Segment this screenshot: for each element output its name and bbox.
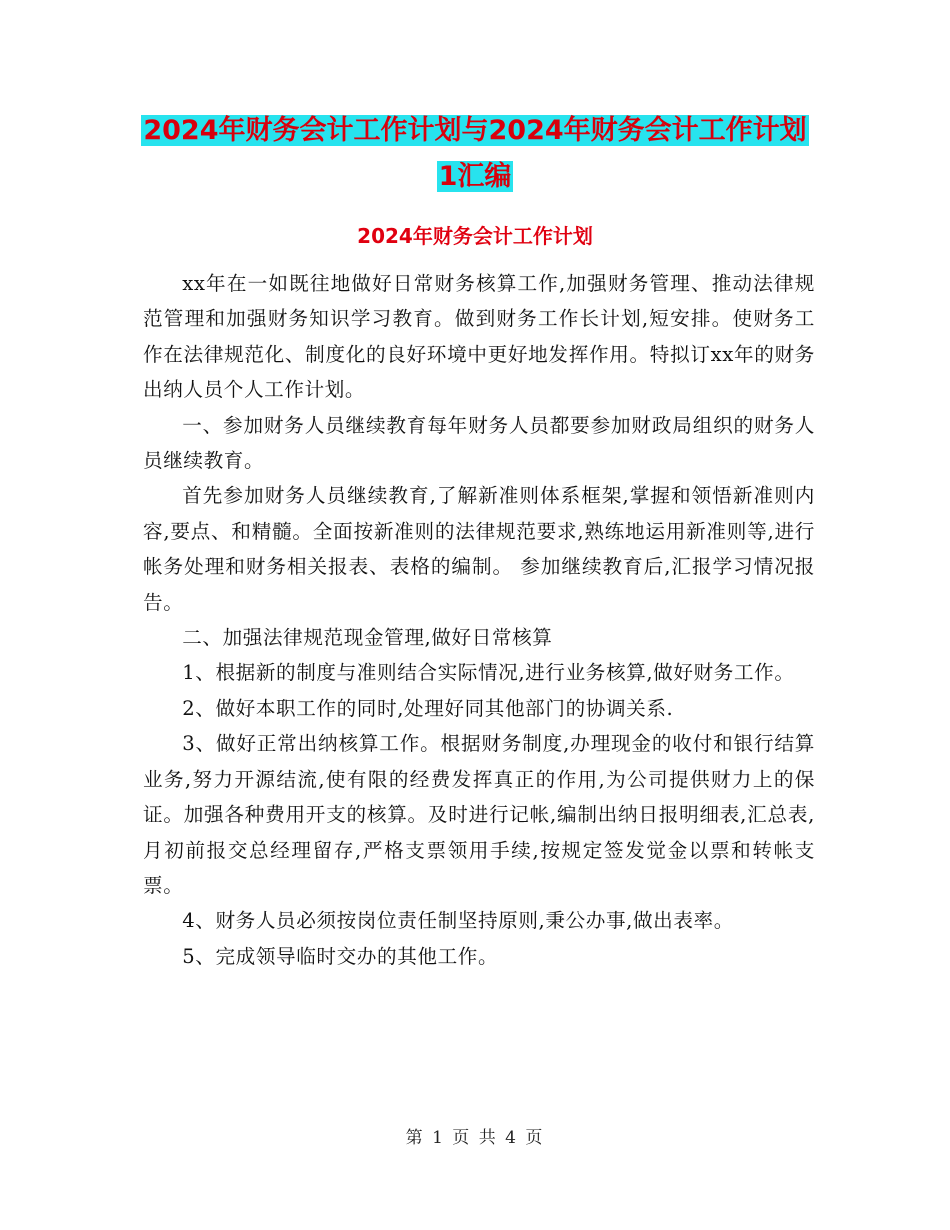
paragraph: 2、做好本职工作的同时,处理好同其他部门的协调关系.: [182, 696, 674, 720]
paragraph: 3、做好正常出纳核算工作。根据财务制度,办理现金的收付和银行结算业务,努力开源结流,使有限的经费发挥真正的作用,为公司提供财力上的保证。加强各种费用开支的核算。及时进行记帐,编制出纳日报明细表,汇总表,月初前报交总经理留存,严格支票领用手续,按规定签发觉金以票和转帐支票。: [143, 732, 815, 897]
paragraph: 1、根据新的制度与准则结合实际情况,进行业务核算,做好财务工作。: [182, 661, 795, 685]
page-footer: 第 1 页 共 4 页: [405, 1128, 545, 1148]
paragraph: 4、财务人员必须按岗位责任制坚持原则,秉公办事,做出表率。: [182, 909, 734, 933]
document-title-line-2: [0, 154, 950, 200]
paragraph: xx年在一如既往地做好日常财务核算工作,加强财务管理、推动法律规范管理和加强财务知识学习教育。做到财务工作长计划,短安排。使财务工作在法律规范化、制度化的良好环境中更好地发挥作用。特拟订xx年的财务出纳人员个人工作计划。: [143, 272, 815, 402]
paragraph: 一、参加财务人员继续教育每年财务人员都要参加财政局组织的财务人员继续教育。: [143, 413, 815, 473]
document-title-line-1: [0, 108, 950, 154]
document-title: [0, 108, 950, 200]
paragraph: 5、完成领导临时交办的其他工作。: [182, 944, 499, 968]
title-highlight: 1汇编: [438, 161, 512, 192]
paragraph: 首先参加财务人员继续教育,了解新准则体系框架,掌握和领悟新准则内容,要点、和精髓。全面按新准则的法律规范要求,熟练地运用新准则等,进行帐务处理和财务相关报表、表格的编制。 参加继续教育后,汇报学习情况报告。: [143, 484, 815, 614]
document-body: [143, 266, 815, 974]
paragraph: 二、加强法律规范现金管理,做好日常核算: [182, 626, 553, 650]
title-highlight: 2024年财务会计工作计划与2024年财务会计工作计划: [143, 115, 807, 146]
section-title: 2024年财务会计工作计划: [357, 224, 593, 248]
